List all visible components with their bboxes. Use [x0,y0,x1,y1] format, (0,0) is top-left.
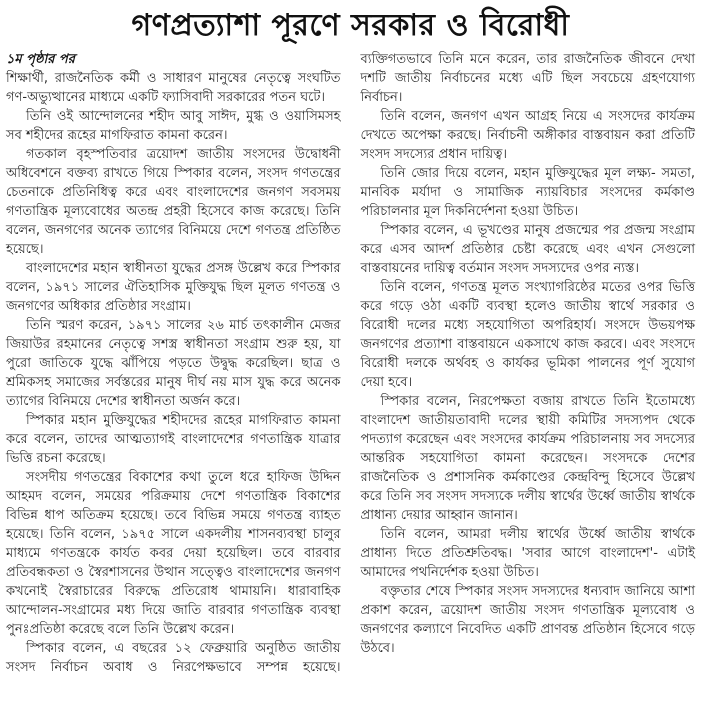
article-paragraph: বাংলাদেশের মহান স্বাধীনতা যুদ্ধের প্রসঙ্গ উল্লেখ করে স্পিকার বলেন, ১৯৭১ সালের ঐতিহাসিক মুক্তিযুদ্ধ ছিল মূলত গণতন্ত্র ও জনগণের অধিকার প্রতিষ্ঠার সংগ্রাম। [6,261,341,314]
article-paragraph: তিনি ওই আন্দোলনের শহীদ আবু সাঈদ, মুগ্ধ ও ওয়াসিমসহ সব শহীদের রূহের মাগফিরাত কামনা করেন। [6,109,341,143]
article-paragraph: গতকাল বৃহস্পতিবার ত্রয়োদশ জাতীয় সংসদের উদ্বোধনী অধিবেশনে বক্তব্য রাখতে গিয়ে স্পিকার বলেন, সংসদ গণতন্ত্রের চেতনাকে প্রতিনিধিত্ব করে এবং বাংলাদেশের জনগণ সবসময় গণতান্ত্রিক মূল্যবোধের অতন্দ্র প্রহরী হিসেবে কাজ করেছে। তিনি বলেন, জনগণের অনেক ত্যাগের বিনিময়ে দেশে গণতন্ত্র প্রতিষ্ঠিত হয়েছে। [6,147,341,257]
article-paragraph: তিনি জোর দিয়ে বলেন, মহান মুক্তিযুদ্ধের মূল লক্ষ্য- সমতা, মানবিক মর্যাদা ও সামাজিক ন্যায়বিচার সংসদের কর্মকাণ্ড পরিচালনার মূল দিকনির্দেশনা হওয়া উচিত। [360,166,695,219]
headline: গণপ্রত্যাশা পূরণে সরকার ও বিরোধী [131,8,570,43]
article-paragraph: তিনি বলেন, গণতন্ত্র মূলত সংখ্যাগরিষ্ঠের মতের ওপর ভিত্তি করে গড়ে ওঠা একটি ব্যবস্থা হলেও জাতীয় স্বার্থে সরকার ও বিরোধী দলের মধ্যে সহযোগিতা অপরিহার্য। সংসদে উভয়পক্ষ জনগণের প্রত্যাশা বাস্তবায়নে একসাথে কাজ করবে। এবং সংসদে বিরোধী দলকে অর্থবহ ও কার্যকর ভূমিকা পালনের পূর্ণ সুযোগ দেয়া হবে। [360,280,695,390]
article-paragraph: শিক্ষার্থী, রাজনৈতিক কর্মী ও সাধারণ মানুষের নেতৃত্বে সংঘটিত গণ-অভ্যুত্থানের মাধ্যমে একটি ফ্যাসিবাদী সরকারের পতন ঘটে। [6,71,341,105]
article-paragraph: স্পিকার বলেন, এ বছরের ১২ ফেব্রুয়ারি অনুষ্ঠিত জাতীয় সংসদ নির্বাচন অবাধ ও নিরপেক্ষভাবে সম্পন্ন হয়েছে। ব্যক্তিগতভাবে তিনি মনে করেন, তার রাজনৈতিক জীবনে দেখা দশটি জাতীয় নির্বাচনের মধ্যে এটি ছিল সবচেয়ে গ্রহণযোগ্য নির্বাচন। [6,52,695,675]
article-paragraph: তিনি স্মরণ করেন, ১৯৭১ সালের ২৬ মার্চ তৎকালীন মেজর জিয়াউর রহমানের নেতৃত্বে সশস্ত্র স্বাধীনতা সংগ্রাম শুরু হয়, যা পুরো জাতিকে যুদ্ধে ঝাঁপিয়ে পড়তে উদ্বুদ্ধ করেছিল। ছাত্র ও শ্রমিকসহ সমাজের সর্বস্তরের মানুষ দীর্ঘ নয় মাস যুদ্ধ করে অনেক ত্যাগের বিনিময়ে দেশের স্বাধীনতা অর্জন করে। [6,318,341,409]
article-paragraph: সংসদীয় গণতন্ত্রের বিকাশের কথা তুলে ধরে হাফিজ উদ্দিন আহমদ বলেন, সময়ের পরিক্রমায় দেশে গণতান্ত্রিক বিকাশের বিভিন্ন ধাপ অতিক্রম হয়েছে। তবে বিভিন্ন সময়ে গণতন্ত্র ব্যাহত হয়েছে। তিনি বলেন, ১৯৭৫ সালে একদলীয় শাসনব্যবস্থা চালুর মাধ্যমে গণতন্ত্রকে কার্যত কবর দেয়া হয়েছিল। তবে বারবার প্রতিবন্ধকতা ও স্বৈরশাসনের উত্থান সত্ত্বেও বাংলাদেশের জনগণ কখনোই স্বৈরাচারের বিরুদ্ধে প্রতিরোধ থামায়নি। ধারাবাহিক আন্দোলন-সংগ্রামের মধ্য দিয়ে জাতি বারবার গণতান্ত্রিক ব্যবস্থা পুনঃপ্রতিষ্ঠা করেছে বলে তিনি উল্লেখ করেন। [6,470,341,637]
article-paragraph: বক্তৃতার শেষে স্পিকার সংসদ সদস্যদের ধন্যবাদ জানিয়ে আশা প্রকাশ করেন, ত্রয়োদশ জাতীয় সংসদ গণতান্ত্রিক মূল্যবোধ ও জনগণের কল্যাণে নিবেদিত একটি প্রাণবন্ত প্রতিষ্ঠান হিসেবে গড়ে উঠবে। [360,584,695,656]
article-paragraph: স্পিকার বলেন, নিরপেক্ষতা বজায় রাখতে তিনি ইতোমধ্যে বাংলাদেশ জাতীয়তাবাদী দলের স্থায়ী কমিটির সদস্যপদ থেকে পদত্যাগ করেছেন এবং সংসদের কার্যক্রম পরিচালনায় সব সদস্যের আন্তরিক সহযোগিতা কামনা করেছেন। সংসদকে দেশের রাজনৈতিক ও প্রশাসনিক কর্মকাণ্ডের কেন্দ্রবিন্দু হিসেবে উল্লেখ করে তিনি সব সংসদ সদস্যকে দলীয় স্বার্থের উর্ধ্বে জাতীয় স্বার্থকে প্রাধান্য দেয়ার আহ্বান জানান। [360,394,695,523]
continued-from-label: ১ম পৃষ্ঠার পর [6,52,75,67]
article-body [6,50,695,677]
article-paragraph: স্পিকার মহান মুক্তিযুদ্ধের শহীদদের রূহের মাগফিরাত কামনা করে বলেন, তাদের আত্মত্যাগই বাংলাদেশের গণতান্ত্রিক যাত্রার ভিত্তি রচনা করেছে। [6,413,341,466]
article-paragraph: তিনি বলেন, আমরা দলীয় স্বার্থের উর্ধ্বে জাতীয় স্বার্থকে প্রাধান্য দিতে প্রতিশ্রুতিবদ্ধ। 'সবার আগে বাংলাদেশ'- এটাই আমাদের পথনির্দেশক হওয়া উচিত। [360,527,695,580]
article-paragraph: তিনি বলেন, জনগণ এখন আগ্রহ নিয়ে এ সংসদের কার্যক্রম দেখতে অপেক্ষা করছে। নির্বাচনী অঙ্গীকার বাস্তবায়ন করা প্রতিটি সংসদ সদস্যের প্রধান দায়িত্ব। [360,109,695,162]
article-paragraph: স্পিকার বলেন, এ ভূখণ্ডের মানুষ প্রজন্মের পর প্রজন্ম সংগ্রাম করে এসব আদর্শ প্রতিষ্ঠার চেষ্টা করেছে এবং এখন সেগুলো বাস্তবায়নের দায়িত্ব বর্তমান সংসদ সদস্যদের ওপর ন্যস্ত। [360,223,695,276]
